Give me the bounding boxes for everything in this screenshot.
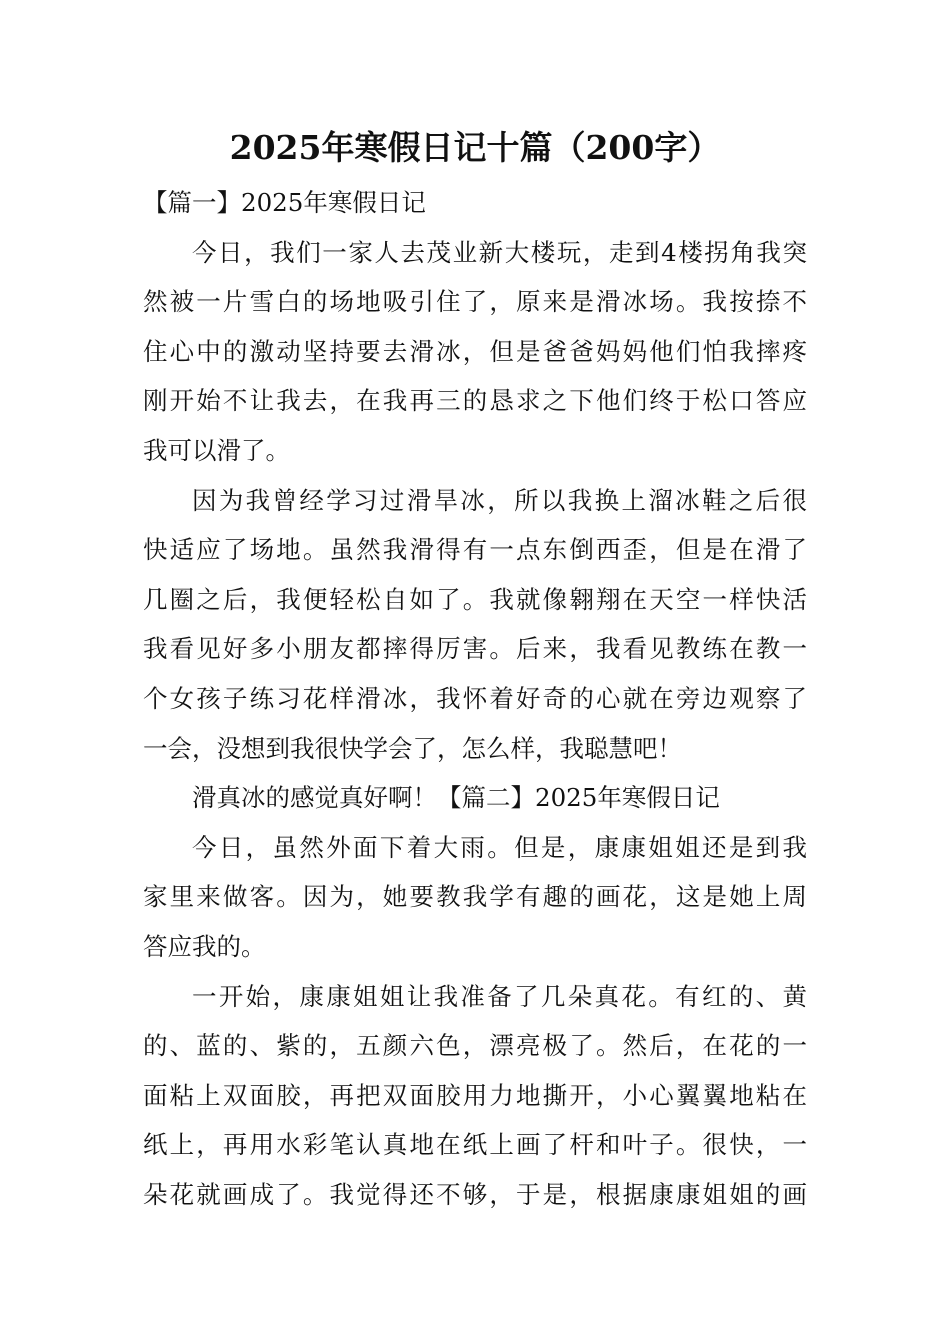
paragraph-line: 几圈之后，我便轻松自如了。我就像翱翔在天空一样快活 [143,584,807,614]
paragraph-line: 然被一片雪白的场地吸引住了，原来是滑冰场。我按捺不 [143,287,807,317]
section-heading-line: 滑真冰的感觉真好啊！【篇二】2025年寒假日记 [192,783,720,813]
paragraph-line: 快适应了场地。虽然我滑得有一点东倒西歪，但是在滑了 [143,535,807,565]
paragraph-line: 一开始，康康姐姐让我准备了几朵真花。有红的、黄 [192,981,807,1011]
paragraph-line: 的、蓝的、紫的，五颜六色，漂亮极了。然后，在花的一 [143,1031,807,1061]
paragraph-line: 个女孩子练习花样滑冰，我怀着好奇的心就在旁边观察了 [143,683,807,713]
paragraph-line: 家里来做客。因为，她要教我学有趣的画花，这是她上周 [143,882,807,912]
paragraph-line: 面粘上双面胶，再把双面胶用力地撕开，小心翼翼地粘在 [143,1080,807,1110]
paragraph-line: 我看见好多小朋友都摔得厉害。后来，我看见教练在教一 [143,634,807,664]
document-body [143,178,807,1219]
paragraph-line: 因为我曾经学习过滑旱冰，所以我换上溜冰鞋之后很 [192,485,807,515]
paragraph-line: 纸上，再用水彩笔认真地在纸上画了杆和叶子。很快，一 [143,1130,807,1160]
paragraph-line: 一会，没想到我很快学会了，怎么样，我聪慧吧！ [143,733,682,763]
paragraph-line: 答应我的。 [143,931,266,961]
document-title: 2025年寒假日记十篇（200字） [229,128,721,167]
paragraph-line: 今日，虽然外面下着大雨。但是，康康姐姐还是到我 [192,832,807,862]
paragraph-line: 我可以滑了。 [143,435,290,465]
section-heading: 【篇一】2025年寒假日记 [143,188,426,217]
paragraph-line: 刚开始不让我去，在我再三的恳求之下他们终于松口答应 [143,386,807,416]
paragraph-line: 住心中的激动坚持要去滑冰，但是爸爸妈妈他们怕我摔疼 [143,336,807,366]
paragraph-line: 朵花就画成了。我觉得还不够，于是，根据康康姐姐的画 [143,1179,807,1209]
paragraph-line: 今日，我们一家人去茂业新大楼玩，走到4楼拐角我突 [192,237,807,267]
